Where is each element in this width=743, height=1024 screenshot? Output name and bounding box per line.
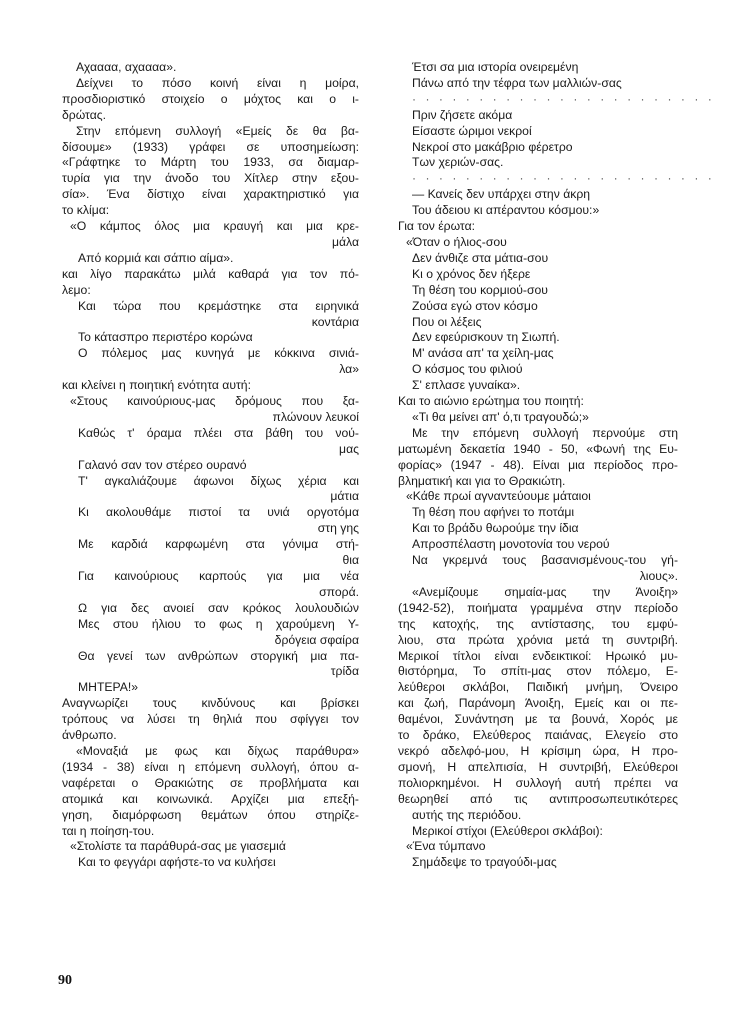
text-line: Αναγνωρίζει τους κινδύνους και βρίσκει [62, 696, 359, 711]
text-line: Δεν άνθιζε στα μάτια-σου [412, 250, 549, 265]
text-line: «Ο κάμπος όλος μια κραυγή και μια κρε- [70, 219, 359, 234]
text-line: Μες στου ήλιου το φως η χαρούμενη Υ- [78, 616, 359, 631]
text-line: Για τον έρωτα: [398, 219, 476, 234]
text-line: «Κάθε πρωί αγναντεύουμε μάταιοι [406, 489, 591, 504]
text-line: τρόπους να λύσει τη θηλιά που σφίγγει τον [62, 712, 359, 727]
text-line: (1934 - 38) είναι η επόμενη συλλογή, όπου α- [62, 759, 359, 774]
text-line: ματωμένη δεκαετία 1940 - 50, «Φωνή της Ευ- [398, 441, 678, 456]
text-line: ναφέρεται ο Θρακιώτης σε προβλήματα και [62, 775, 359, 790]
text-line: (1942-52), ποιήματα γραμμένα στην περίοδο [398, 600, 678, 615]
text-line: Στην επόμενη συλλογή «Εμείς δε θα βα- [76, 123, 359, 138]
text-line: Δεν εφεύρισκουν τη Σιωπή. [412, 330, 560, 345]
text-line: Των χεριών-σας. [412, 155, 504, 170]
text-line: προσδιοριστικό στοιχείο ο μόχτος και ο ι- [62, 91, 359, 106]
text-line: Νεκροί στο μακάβριο φέρετρο [412, 139, 573, 154]
text-line: · · · · · · · · · · · · · · · · · · · · · · · [412, 171, 715, 186]
text-line: τρίδα [330, 664, 359, 679]
text-line: Και τώρα που κρεμάστηκε στα ειρηνικά [78, 298, 359, 313]
text-line: «Τι θα μείνει απ' ό,τι τραγουδώ;» [412, 409, 589, 424]
text-line: Με καρδιά καρφωμένη στα γόνιμα στή- [78, 537, 359, 552]
text-line: λιους». [639, 569, 678, 583]
text-line: Καθώς τ' όραμα πλέει στα βάθη του νού- [78, 425, 359, 440]
text-line: και ζωή, Παράνομη Άνοιξη, Εμείς και οι πε- [398, 696, 678, 711]
text-line: Γαλανό σαν τον στέρεο ουρανό [78, 457, 247, 472]
text-line: Με την επόμενη συλλογή περνούμε στη [412, 425, 678, 440]
text-line: θια [342, 553, 359, 568]
text-line: σία». Ένα δίστιχο είναι χαρακτηριστικό για [62, 187, 359, 202]
text-line: Πριν ζήσετε ακόμα [412, 107, 513, 122]
text-line: «Ένα τύμπανο [406, 839, 486, 854]
text-line: νεκρό αδελφό-μου, Η κρίσιμη ώρα, Η προ- [398, 743, 678, 758]
text-line: μάλα [331, 234, 359, 249]
text-line: και κλείνει η ποιητική ενότητα αυτή: [62, 378, 251, 393]
text-line: φορίας» (1947 - 48). Είναι μια περίοδος προ- [398, 457, 678, 472]
text-line: λεμο: [62, 282, 91, 297]
text-line: και λίγο παρακάτω μιλά καθαρά για τον πό- [62, 266, 359, 281]
text-line: αυτής της περιόδου. [412, 807, 522, 822]
text-line: λιου, στα πρώτα χρόνια μετά τη συντριβή. [398, 632, 678, 647]
page-number: 90 [58, 973, 72, 988]
text-line: «Μοναξιά με φως και δίχως παράθυρα» [76, 743, 359, 758]
text-line: «Ανεμίζουμε σημαία-μας την Άνοιξη» [412, 584, 678, 599]
text-line: · · · · · · · · · · · · · · · · · · · · · · · [412, 91, 715, 106]
text-line: μας [339, 441, 359, 456]
text-line: της κατοχής, της αντίστασης, του εμφύ- [398, 616, 678, 631]
text-line: τυρία για την άνοδο του Χίτλερ στην εξου- [62, 171, 359, 186]
text-line: «Στολίστε τα παράθυρά-σας με γιασεμιά [70, 839, 286, 854]
text-line: «Στους καινούριους-μας δρόμους που ξα- [70, 394, 359, 409]
text-line: λεύθεροι σκλάβοι, Παιδική μνήμη, Όνειρο [398, 680, 678, 695]
text-line: δίσουμε» (1933) γράφει σε υποσημείωση: [62, 139, 359, 154]
text-line: Του άδειου κι απέραντου κόσμου:» [412, 203, 600, 218]
text-line: σπορά. [319, 584, 359, 599]
text-line: Απροσπέλαστη μονοτονία του νερού [412, 537, 610, 552]
text-line: Μερικοί τίτλοι είναι ενδεικτικοί: Ηρωικό μυ- [398, 648, 678, 663]
text-line: κοντάρια [311, 314, 359, 329]
text-line: άνθρωπο. [62, 728, 117, 743]
text-line: «Όταν ο ήλιος-σου [406, 234, 507, 249]
text-line: Ο κόσμος του φιλιού [412, 362, 523, 377]
text-line: Τη θέση του κορμιού-σου [412, 282, 548, 297]
text-line: Να γκρεμνά τους βασανισμένους-του γή- [412, 553, 678, 568]
text-line: δρόγεια σφαίρα [274, 632, 359, 647]
text-line: Ζούσα εγώ στον κόσμο [412, 298, 538, 313]
text-line: Από κορμιά και σάπιο αίμα». [78, 250, 234, 265]
text-line: ΜΗΤΕΡΑ!» [78, 680, 139, 695]
left-text-column [62, 60, 359, 871]
text-line: μάτια [330, 489, 359, 504]
text-line: «Γράφτηκε το Μάρτη του 1933, σα διαμαρ- [62, 155, 359, 170]
text-line: γηση, διαμόρφωση θεμάτων όπου στηρίζε- [62, 807, 359, 822]
text-line: Και το φεγγάρι αφήστε-το να κυλήσει [78, 855, 276, 870]
text-line: Για καινούριους καρπούς για μια νέα [78, 569, 359, 583]
text-line: Θα γενεί των ανθρώπων στοργική μια πα- [78, 648, 359, 663]
text-line: Και το βράδυ θωρούμε την ίδια [412, 521, 579, 536]
text-line: Μερικοί στίχοι (Ελεύθεροι σκλάβοι): [412, 823, 603, 838]
text-line: βληματική και για το Θρακιώτη. [398, 473, 566, 488]
text-line: θαμένοι, Συνάντηση με τα βουνά, Χορός με [398, 712, 678, 727]
text-line: Σημάδεψε το τραγούδι-μας [412, 855, 557, 870]
text-line: Κι ακολουθάμε πιστοί τα υνιά οργοτόμα [78, 505, 359, 520]
text-line: δρώτας. [62, 107, 107, 122]
text-line: πολιορκημένοι. Η συλλογή αυτή πρέπει να [398, 775, 678, 790]
text-line: λα» [339, 362, 359, 377]
text-line: πλώνουν λευκοί [272, 409, 359, 424]
text-line: Πάνω από την τέφρα των μαλλιών-σας [412, 75, 622, 90]
text-line: Μ' ανάσα απ' τα χείλη-μας [412, 346, 554, 361]
text-line: Το κάτασπρο περιστέρο κορώνα [78, 330, 253, 345]
text-line: Και το αιώνιο ερώτημα του ποιητή: [398, 394, 584, 409]
text-line: Ω για δες ανοιεί σαν κρόκος λουλουδιών [78, 600, 359, 615]
text-line: Δείχνει το πόσο κοινή είναι η μοίρα, [76, 75, 359, 90]
text-line: Που οι λέξεις [412, 314, 482, 329]
text-line: Κι ο χρόνος δεν ήξερε [412, 266, 531, 281]
text-line: Είσαστε ώριμοι νεκροί [412, 123, 532, 138]
text-line: — Κανείς δεν υπάρχει στην άκρη [412, 187, 591, 202]
text-line: το δράκο, Ελεύθερος παιάνας, Ελεγείο στο [398, 728, 678, 743]
text-line: Τ' αγκαλιάζουμε άφωνοι δίχως χέρια και [78, 473, 359, 488]
text-line: ται η ποίηση-του. [62, 823, 155, 838]
text-line: Τη θέση που αφήνει το ποτάμι [412, 505, 575, 520]
text-line: το κλίμα: [62, 203, 110, 218]
text-line: θιστόρημα, Το σπίτι-μας στον πόλεμο, Ε- [398, 664, 678, 679]
text-line: σμονή, Η απελπισία, Η συντριβή, Ελεύθεροι [398, 759, 678, 774]
text-line: Αχαααα, αχαααα». [76, 60, 177, 74]
text-line: θεωρηθεί από τις αντιπροσωπευτικότερες [398, 791, 678, 806]
text-line: Σ' επλασε γυναίκα». [412, 378, 521, 393]
text-line: Ο πόλεμος μας κυνηγά με κόκκινα σινιά- [78, 346, 359, 361]
text-line: στη γης [317, 521, 359, 536]
text-line: ατομικά και κοινωνικά. Αρχίζει μια επεξή- [62, 791, 359, 806]
right-text-column [398, 60, 715, 871]
text-line: Έτσι σα μια ιστορία ονειρεμένη [412, 60, 579, 74]
